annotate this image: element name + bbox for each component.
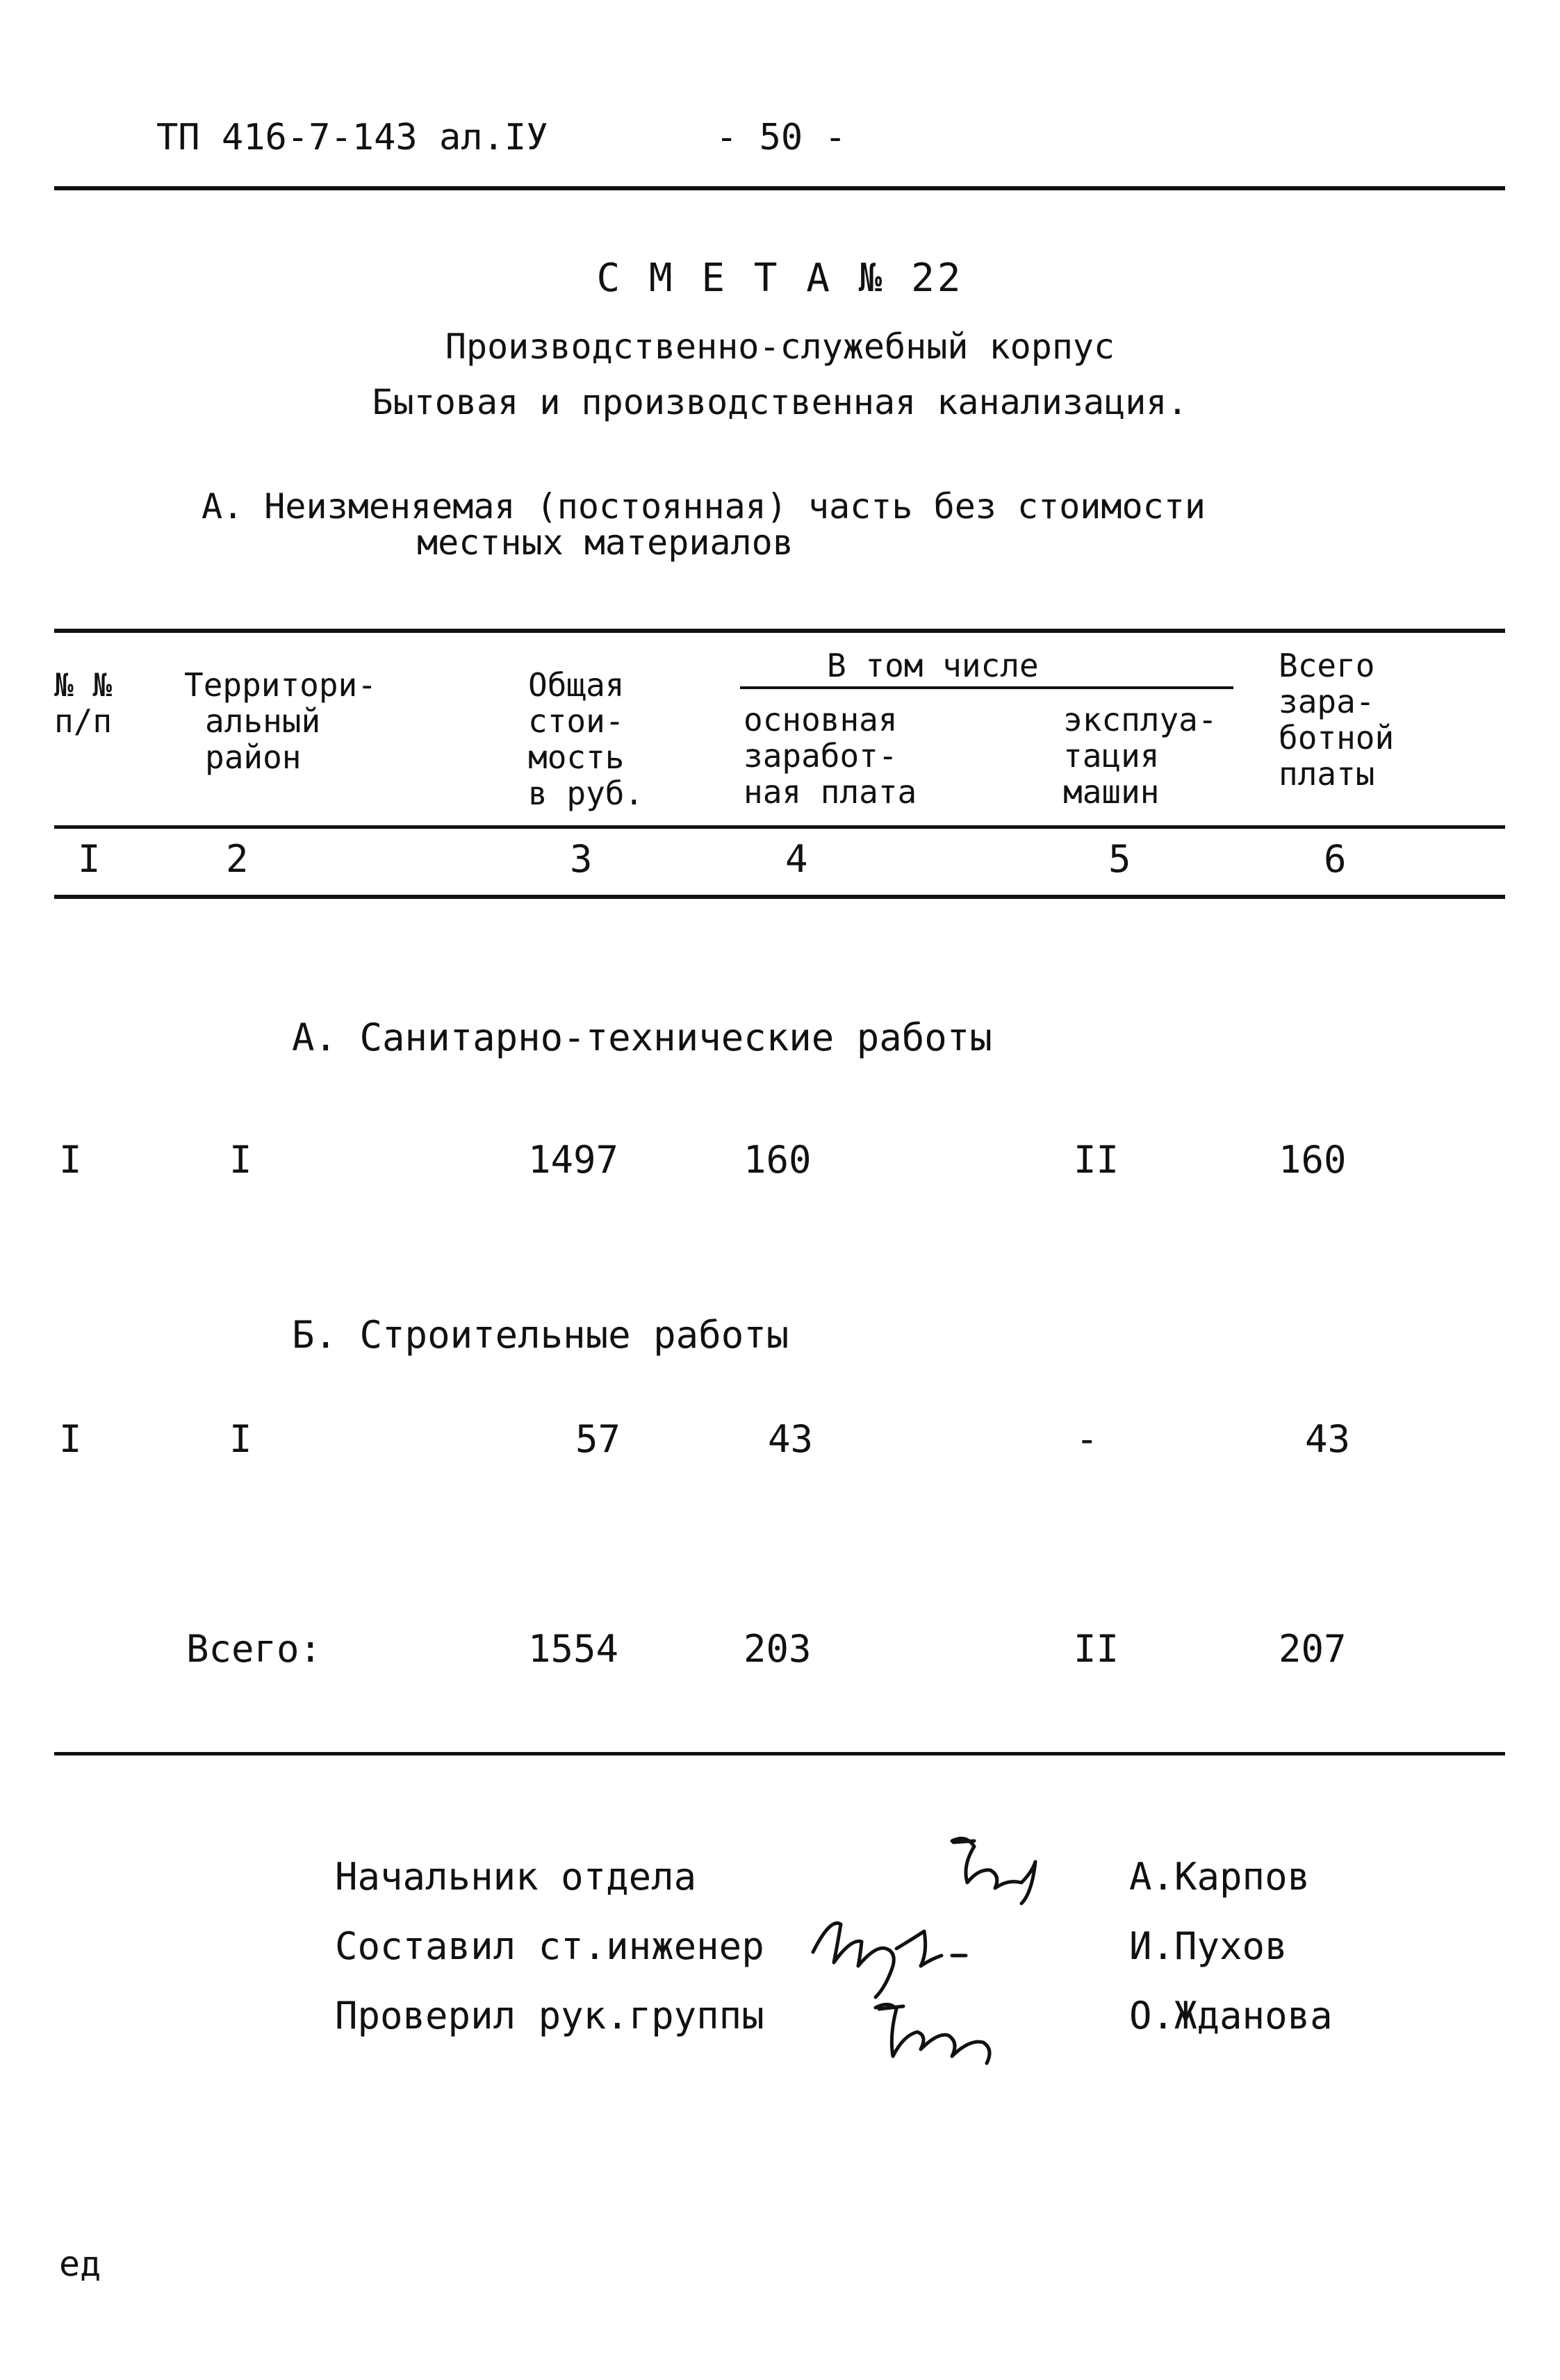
estimate-title: С М Е Т А № 22 [596, 256, 964, 301]
colnum-3: 3 [570, 837, 593, 881]
col6-header: Всего зара- ботной платы [1279, 647, 1395, 793]
group-underline [740, 686, 1233, 689]
col4-header: основная заработ- ная плата [744, 701, 917, 811]
signature-name: А.Карпов [1129, 1855, 1311, 1899]
handwritten-signatures [792, 1827, 1084, 2091]
header-rule [54, 186, 1505, 190]
work-type: Бытовая и производственная канализация. [372, 382, 1188, 422]
table-top-rule [54, 629, 1505, 633]
part-a-title: А. Неизменяемая (постоянная) часть без стоимости [202, 486, 1206, 527]
document-code: ТП 416-7-143 ал.IУ [156, 117, 548, 158]
table-bottom-rule [54, 1752, 1505, 1755]
col5-header: эксплуа- тация машин [1063, 701, 1217, 811]
page-number: - 50 - [716, 117, 846, 158]
colnum-2: 2 [226, 837, 249, 881]
object-name: Производственно-служебный корпус [445, 327, 1115, 367]
colnum-bottom-rule [54, 895, 1505, 899]
signature-role: Составил ст.инженер [335, 1924, 764, 1968]
colnum-1: I [78, 837, 101, 881]
colnum-4: 4 [785, 837, 808, 881]
signature-name: О.Жданова [1129, 1994, 1333, 2038]
section-a-label: А. Санитарно-технические работы [292, 1016, 992, 1059]
col3-header: Общая стои- мость в руб. [528, 666, 644, 812]
header-bottom-rule [54, 825, 1505, 829]
signature-role: Проверил рук.группы [335, 1994, 764, 2038]
group-header: В том числе [827, 647, 1039, 684]
signature-role: Начальник отдела [335, 1855, 697, 1899]
colnum-6: 6 [1324, 837, 1347, 881]
col2-header: Территори- альный район [184, 666, 377, 776]
section-b-label: Б. Строительные работы [292, 1313, 789, 1357]
col1-header: № № п/п [54, 666, 113, 740]
colnum-5: 5 [1108, 837, 1131, 881]
signature-name: И.Пухов [1129, 1924, 1288, 1968]
total-label: Всего: [186, 1627, 322, 1671]
footer-mark: ед [59, 2244, 101, 2284]
part-a-subtitle: местных материалов [417, 522, 794, 563]
